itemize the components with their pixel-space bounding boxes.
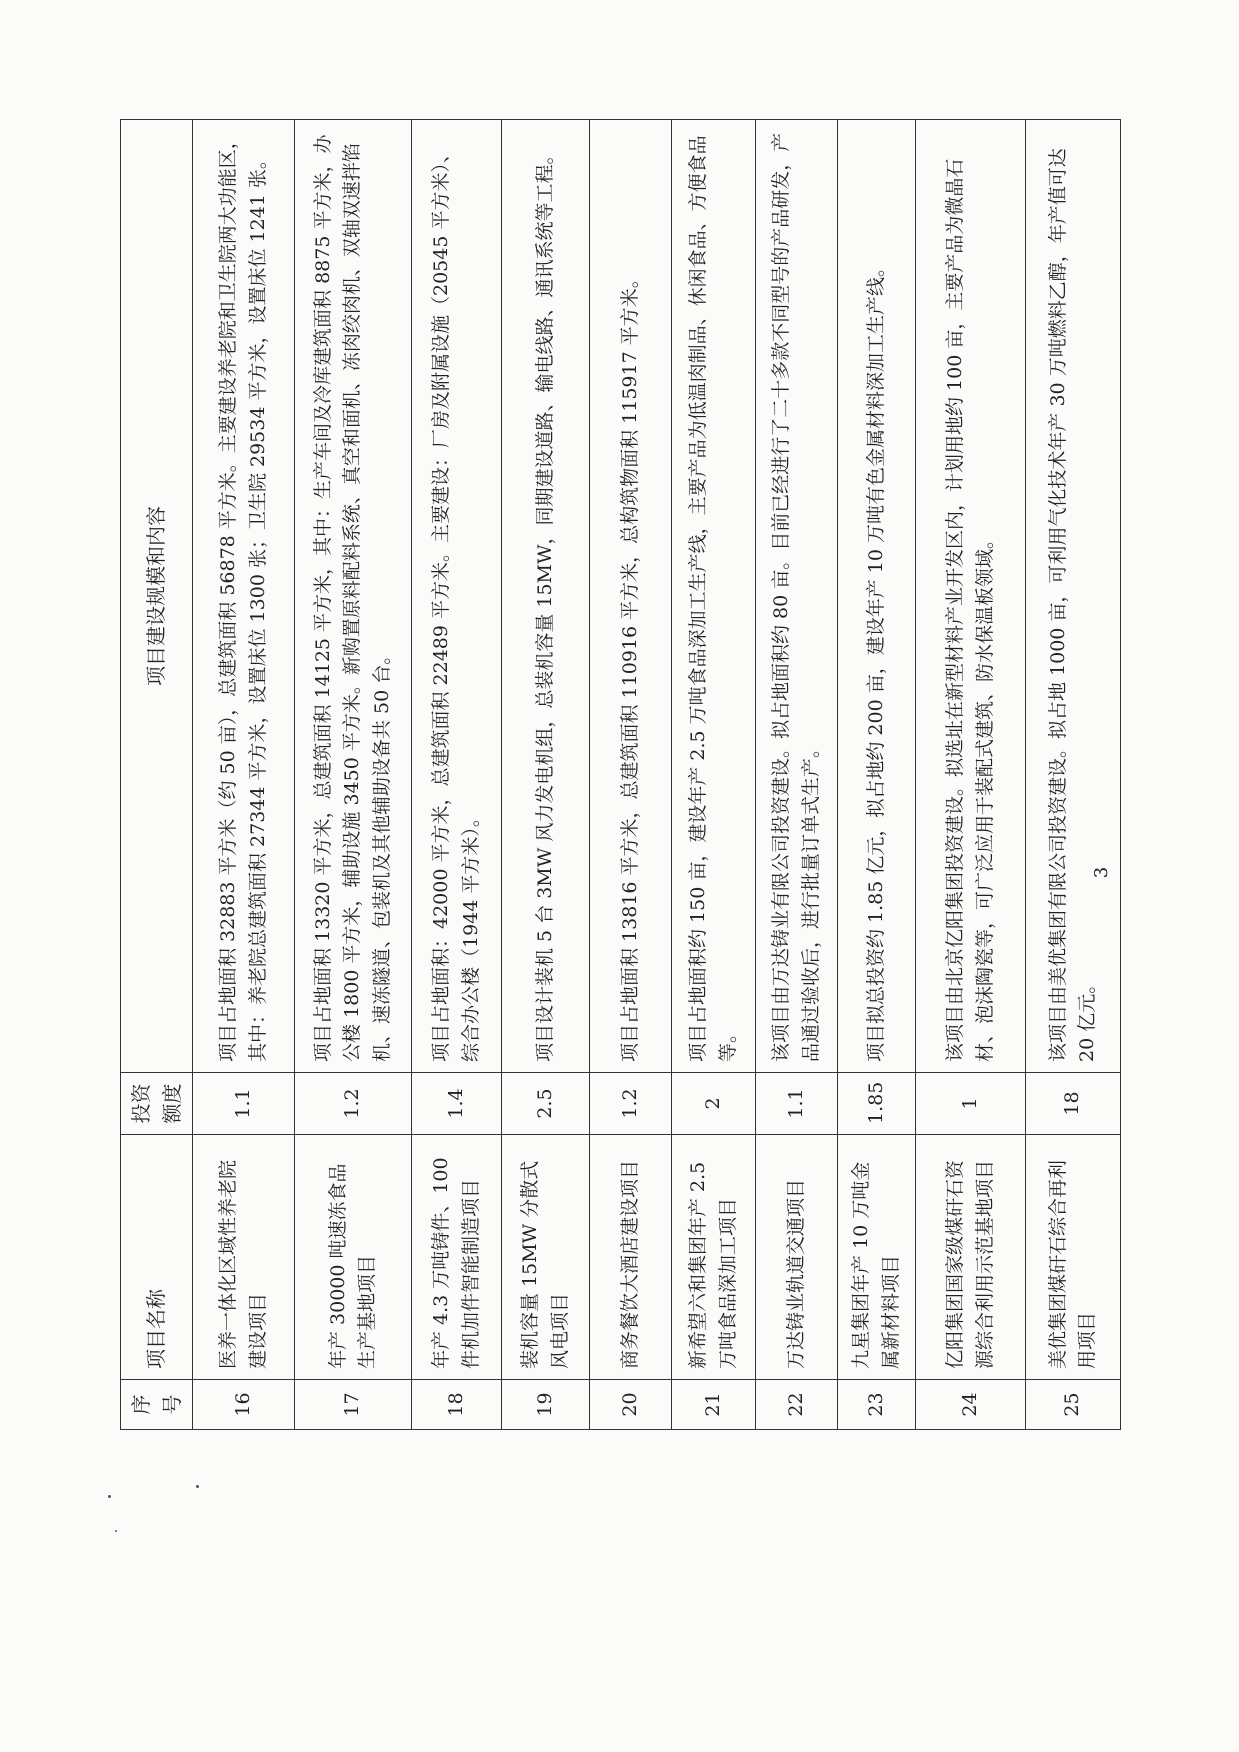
header-investment: 投资额度 (121, 1073, 193, 1135)
row-num: 20 (590, 1380, 672, 1430)
scan-speck (196, 1485, 199, 1488)
row-content: 该项目由万达铸业有限公司投资建设。拟占地面积约 80 亩。目前已经进行了二十多款不同型号的产品研发，产品通过验收后，进行批量订单式生产。 (756, 120, 838, 1073)
scan-speck (108, 1495, 111, 1498)
table-row (590, 120, 672, 1430)
row-name: 亿阳集团国家级煤矸石资源综合利用示范基地项目 (916, 1135, 1026, 1380)
row-num: 19 (502, 1380, 590, 1430)
row-investment: 1.85 (838, 1073, 916, 1135)
row-investment: 1.2 (590, 1073, 672, 1135)
row-content: 项目拟总投资约 1.85 亿元，拟占地约 200 亩，建设年产 10 万吨有色金属材料深加工生产线。 (838, 120, 916, 1073)
row-investment: 1 (916, 1073, 1026, 1135)
row-name: 年产 30000 吨速冻食品生产基地项目 (295, 1135, 412, 1380)
scan-speck (115, 1530, 117, 1532)
row-num: 21 (672, 1380, 756, 1430)
row-content: 项目占地面积 13320 平方米，总建筑面积 14125 平方米，其中：生产车间及冷库建筑面积 8875 平方米，办公楼 1800 平方米，辅助设施 3450 平方米。新购置原料配料系统、真空和面机、冻肉绞肉机、双轴双速拌馅机、速冻隧道、包装机及其他辅助设备共 50 台。 (295, 120, 412, 1073)
row-investment: 1.2 (295, 1073, 412, 1135)
row-content: 该项目由美优集团有限公司投资建设。拟占地 1000 亩，可利用气化技术年产 30 万吨燃料乙醇，年产值可达 20 亿元。 (1026, 120, 1121, 1073)
row-investment: 18 (1026, 1073, 1121, 1135)
row-name: 新希望六和集团年产 2.5 万吨食品深加工项目 (672, 1135, 756, 1380)
table-row (295, 120, 412, 1430)
table-row (193, 120, 295, 1430)
header-num: 序号 (121, 1380, 193, 1430)
table-row (412, 120, 502, 1430)
row-num: 16 (193, 1380, 295, 1430)
project-table (120, 119, 1121, 1430)
row-content: 项目占地面积约 150 亩，建设年产 2.5 万吨食品深加工生产线，主要产品为低温肉制品、休闲食品、方便食品等。 (672, 120, 756, 1073)
row-content: 项目占地面积 13816 平方米，总建筑面积 110916 平方米，总构筑物面积 115917 平方米。 (590, 120, 672, 1073)
row-investment: 1.1 (756, 1073, 838, 1135)
table-row (1026, 120, 1121, 1430)
header-content: 项目建设规模和内容 (121, 120, 193, 1073)
row-content: 项目占地面积：42000 平方米，总建筑面积 22489 平方米。主要建设：厂房及附属设施（20545 平方米）、综合办公楼（1944 平方米）。 (412, 120, 502, 1073)
row-num: 23 (838, 1380, 916, 1430)
row-investment: 1.1 (193, 1073, 295, 1135)
row-content: 项目设计装机 5 台 3MW 风力发电机组，总装机容量 15MW，同期建设道路、输电线路、通讯系统等工程。 (502, 120, 590, 1073)
row-num: 25 (1026, 1380, 1121, 1430)
table-row (502, 120, 590, 1430)
row-name: 医养一体化区域性养老院建设项目 (193, 1135, 295, 1380)
page-number: 3 (1091, 866, 1113, 879)
row-num: 18 (412, 1380, 502, 1430)
project-table-rotated (120, 120, 1120, 1430)
table-row (838, 120, 916, 1430)
table-row (916, 120, 1026, 1430)
row-name: 商务餐饮大酒店建设项目 (590, 1135, 672, 1380)
row-num: 22 (756, 1380, 838, 1430)
row-name: 九星集团年产 10 万吨金属新材料项目 (838, 1135, 916, 1380)
row-content: 该项目由北京亿阳集团投资建设。拟选址在新型材料产业开发区内，计划用地约 100 亩，主要产品为微晶石材、泡沫陶瓷等，可广泛应用于装配式建筑、防水保温板领域。 (916, 120, 1026, 1073)
row-name: 装机容量 15MW 分散式风电项目 (502, 1135, 590, 1380)
row-name: 年产 4.3 万吨铸件、100 件机加件智能制造项目 (412, 1135, 502, 1380)
table-row (672, 120, 756, 1430)
header-name: 项目名称 (121, 1135, 193, 1380)
table-header-row (121, 120, 193, 1430)
row-num: 24 (916, 1380, 1026, 1430)
row-investment: 2 (672, 1073, 756, 1135)
table-row (756, 120, 838, 1430)
row-name: 万达铸业轨道交通项目 (756, 1135, 838, 1380)
row-investment: 2.5 (502, 1073, 590, 1135)
row-num: 17 (295, 1380, 412, 1430)
row-content: 项目占地面积 32883 平方米（约 50 亩），总建筑面积 56878 平方米。主要建设养老院和卫生院两大功能区，其中：养老院总建筑面积 27344 平方米，设置床位 1300 张；卫生院 29534 平方米，设置床位 1241 张。 (193, 120, 295, 1073)
row-name: 美优集团煤矸石综合再利用项目 (1026, 1135, 1121, 1380)
row-investment: 1.4 (412, 1073, 502, 1135)
